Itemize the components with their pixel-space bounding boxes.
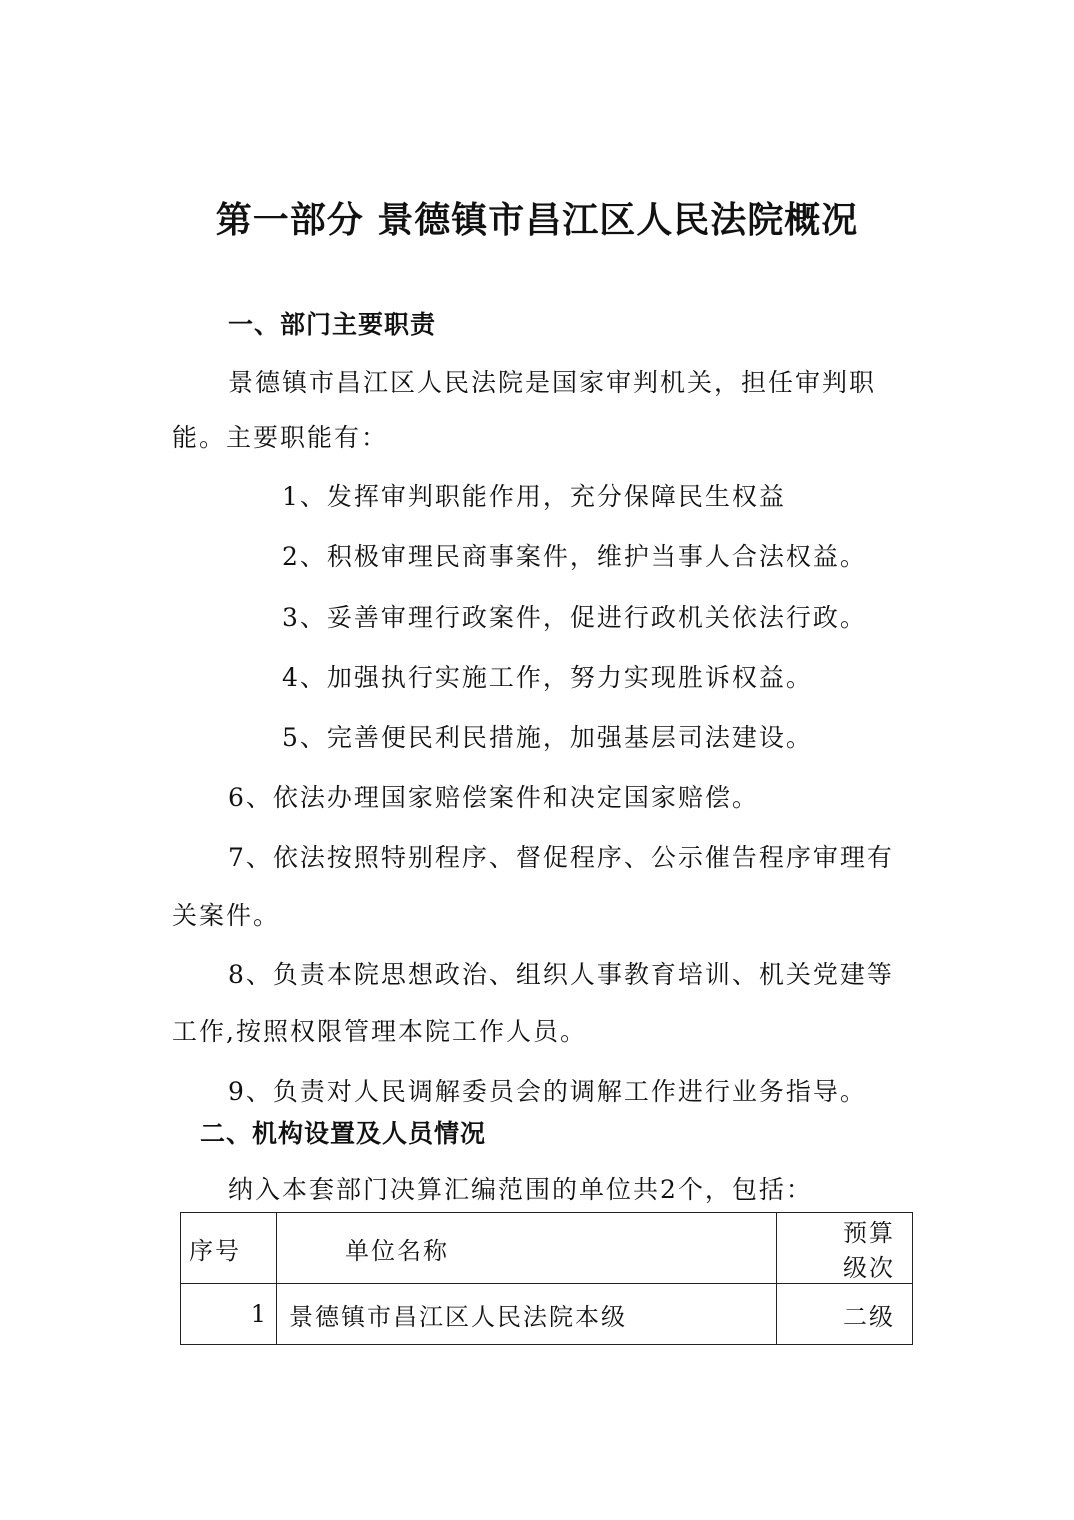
header-budget-level: 预算级次 <box>777 1213 913 1284</box>
intro-line-2: 能。主要职能有： <box>172 423 389 452</box>
duty-item: 3、妥善审理行政案件，促进行政机关依法行政。 <box>282 603 867 632</box>
page-title: 第一部分 景德镇市昌江区人民法院概况 <box>215 200 859 241</box>
cell-budget-level: 二级 <box>777 1284 913 1345</box>
duty-item: 2、积极审理民商事案件，维护当事人合法权益。 <box>282 542 867 571</box>
duty-item: 1、发挥审判职能作用，充分保障民生权益 <box>282 482 786 511</box>
cell-index: 1 <box>181 1284 277 1345</box>
duty-item: 5、完善便民利民措施，加强基层司法建设。 <box>282 723 813 752</box>
duty-item-8-line-1: 8、负责本院思想政治、组织人事教育培训、机关党建等 <box>228 960 894 989</box>
duty-item: 6、依法办理国家赔偿案件和决定国家赔偿。 <box>228 783 759 812</box>
duty-item-7-line-1: 7、依法按照特别程序、督促程序、公示催告程序审理有 <box>228 843 894 872</box>
table-row <box>181 1284 913 1345</box>
section-heading-duties: 一、部门主要职责 <box>228 310 437 339</box>
header-unit-name: 单位名称 <box>277 1213 777 1284</box>
units-table <box>180 1212 913 1345</box>
section-heading-org: 二、机构设置及人员情况 <box>200 1119 487 1148</box>
duty-item-7-line-2: 关案件。 <box>172 901 281 930</box>
table-header-row <box>181 1213 913 1284</box>
org-intro: 纳入本套部门决算汇编范围的单位共2个，包括： <box>228 1175 813 1204</box>
duty-item: 4、加强执行实施工作，努力实现胜诉权益。 <box>282 663 813 692</box>
header-index: 序号 <box>181 1213 277 1284</box>
cell-unit-name: 景德镇市昌江区人民法院本级 <box>277 1284 777 1345</box>
intro-line-1: 景德镇市昌江区人民法院是国家审判机关，担任审判职 <box>228 368 877 397</box>
duty-item-8-line-2: 工作,按照权限管理本院工作人员。 <box>172 1017 587 1046</box>
duty-item-9: 9、负责对人民调解委员会的调解工作进行业务指导。 <box>228 1077 867 1106</box>
